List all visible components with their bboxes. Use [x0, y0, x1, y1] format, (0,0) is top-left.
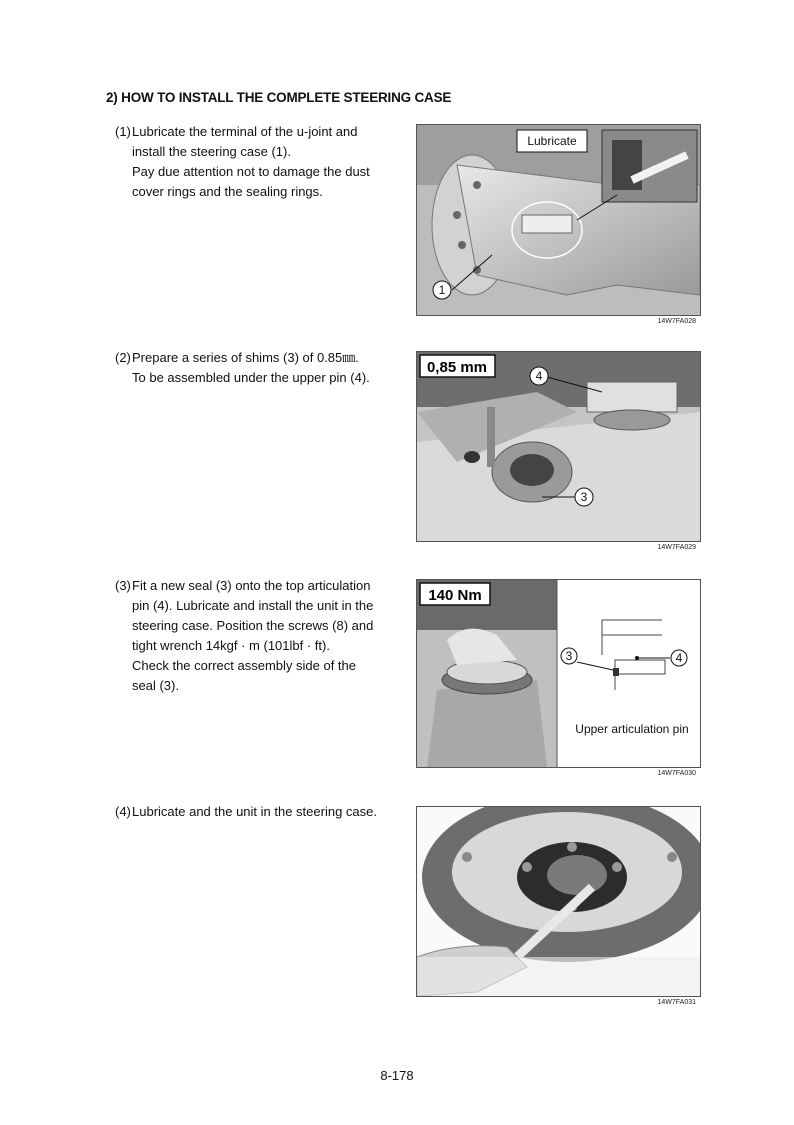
step-number: (4) [115, 804, 131, 819]
figure-3-photo [416, 579, 701, 768]
step-line: install the steering case (1). [132, 144, 291, 159]
callout-number: 3 [580, 490, 588, 504]
step-2 [115, 348, 380, 388]
step-line: seal (3). [132, 678, 179, 693]
figure-caption: 14W7FA028 [657, 318, 696, 325]
step-number: (2) [115, 350, 131, 365]
callout-number: 3 [565, 649, 573, 663]
step-number: (1) [115, 124, 131, 139]
step-number: (3) [115, 578, 131, 593]
figure-label-box: 0,85 mm [426, 359, 488, 376]
figure-2-photo [416, 351, 701, 542]
figure-4-photo [416, 806, 701, 997]
callout-number: 1 [438, 283, 446, 297]
step-3 [115, 576, 380, 696]
figure-caption: 14W7FA029 [657, 544, 696, 551]
step-1 [115, 122, 380, 202]
figure-label-box: 140 Nm [428, 587, 482, 604]
step-line: tight wrench 14kgf · m (101lbf · ft). [132, 638, 330, 653]
inset-label: Upper articulation pin [575, 722, 689, 736]
page-number: 8-178 [380, 1068, 414, 1083]
figure-caption: 14W7FA031 [657, 999, 696, 1006]
callout-number: 4 [535, 369, 543, 383]
step-line: Fit a new seal (3) onto the top articulation [132, 578, 371, 593]
figure-1-photo [416, 124, 701, 316]
step-line: Lubricate the terminal of the u-joint and [132, 124, 358, 139]
step-line: Pay due attention not to damage the dust [132, 164, 370, 179]
step-line: Check the correct assembly side of the [132, 658, 356, 673]
figure-label-box: Lubricate [527, 134, 577, 148]
figure-caption: 14W7FA030 [657, 770, 696, 777]
callout-number: 4 [675, 651, 683, 665]
step-line: pin (4). Lubricate and install the unit in the [132, 598, 374, 613]
step-line: Lubricate and the unit in the steering case. [132, 804, 377, 819]
step-line: steering case. Position the screws (8) and [132, 618, 374, 633]
step-line: To be assembled under the upper pin (4). [132, 370, 370, 385]
step-4 [115, 802, 380, 822]
section-heading: 2) HOW TO INSTALL THE COMPLETE STEERING CASE [106, 90, 452, 105]
step-line: Prepare a series of shims (3) of 0.85㎜. [132, 350, 359, 365]
step-line: cover rings and the sealing rings. [132, 184, 323, 199]
